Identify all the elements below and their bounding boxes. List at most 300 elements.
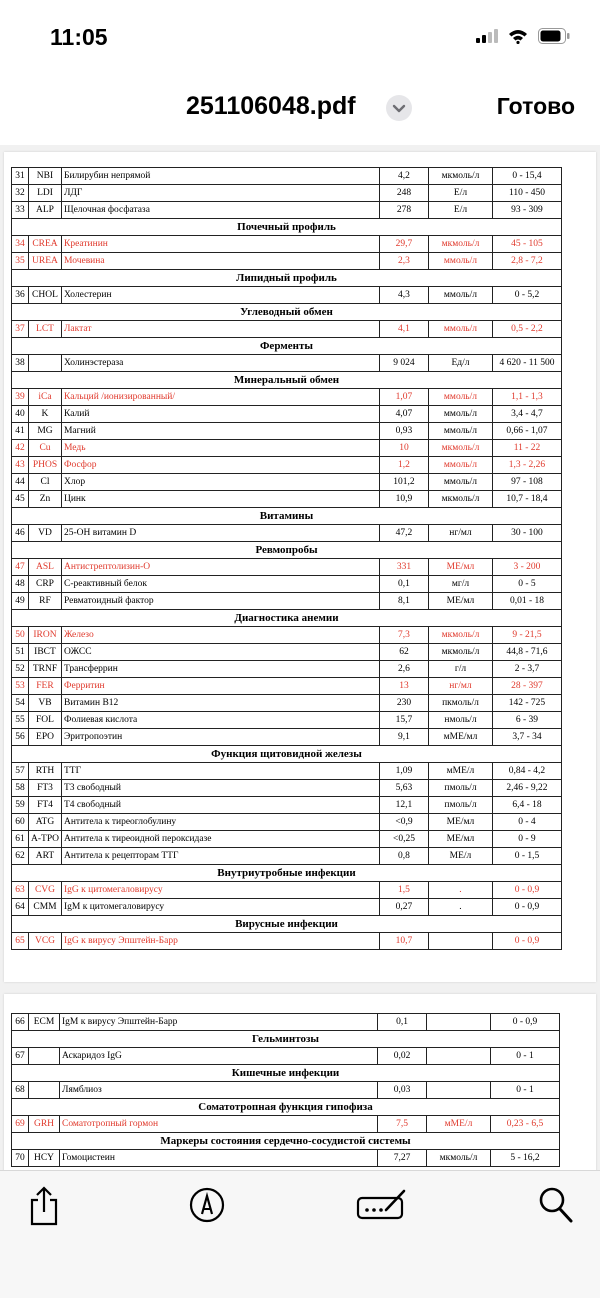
row-number: 54 (12, 695, 29, 712)
pdf-viewer[interactable] (0, 145, 600, 1170)
test-name: IgG к цитомегаловирусу (61, 882, 379, 899)
result-unit: нг/мл (428, 678, 492, 695)
pdf-page-2 (4, 994, 596, 1170)
test-name: Холестерин (61, 287, 379, 304)
battery-icon (538, 28, 570, 44)
result-unit: ммоль/л (428, 287, 492, 304)
reference-range: 0 - 5 (492, 576, 561, 593)
section-header-row (12, 542, 562, 559)
result-value: 29,7 (379, 236, 428, 253)
table-row (12, 712, 562, 729)
table-row (12, 1116, 560, 1133)
table-row (12, 593, 562, 610)
reference-range: 2,8 - 7,2 (492, 253, 561, 270)
section-header: Диагностика анемии (12, 610, 562, 627)
result-unit: пмоль/л (428, 797, 492, 814)
result-unit: ммоль/л (428, 321, 492, 338)
test-name: Антистрептолизин-О (61, 559, 379, 576)
search-button[interactable] (538, 1186, 574, 1229)
result-value: 10 (379, 440, 428, 457)
test-name: Цинк (61, 491, 379, 508)
table-row (12, 814, 562, 831)
test-name: Билирубин непрямой (61, 168, 379, 185)
row-number: 60 (12, 814, 29, 831)
section-header: Внутриутробные инфекции (12, 865, 562, 882)
test-name: Аскаридоз IgG (60, 1048, 378, 1065)
result-unit: Е/л (428, 202, 492, 219)
result-unit: . (428, 882, 492, 899)
table-row (12, 763, 562, 780)
reference-range: 30 - 100 (492, 525, 561, 542)
bottom-toolbar (0, 1170, 600, 1298)
reference-range: 2,46 - 9,22 (492, 780, 561, 797)
result-unit: . (428, 899, 492, 916)
section-header-row (12, 1031, 560, 1048)
result-unit: мМЕ/л (428, 763, 492, 780)
result-value: 9,1 (379, 729, 428, 746)
result-unit: г/л (428, 661, 492, 678)
row-number: 52 (12, 661, 29, 678)
test-code: PHOS (29, 457, 62, 474)
reference-range: 44,8 - 71,6 (492, 644, 561, 661)
table-row (12, 1150, 560, 1167)
title-menu-button[interactable] (386, 95, 412, 121)
table-row (12, 202, 562, 219)
result-value: 12,1 (379, 797, 428, 814)
result-unit: мкмоль/л (428, 644, 492, 661)
result-value: 278 (379, 202, 428, 219)
reference-range: 0,66 - 1,07 (492, 423, 561, 440)
reference-range: 110 - 450 (492, 185, 561, 202)
table-row (12, 678, 562, 695)
test-name: Антитела к тиреоглобулину (61, 814, 379, 831)
row-number: 35 (12, 253, 29, 270)
test-name: Гомоцистеин (60, 1150, 378, 1167)
table-row (12, 1048, 560, 1065)
reference-range: 0 - 0,9 (492, 899, 561, 916)
row-number: 64 (12, 899, 29, 916)
test-name: Холинэстераза (61, 355, 379, 372)
result-value: 0,8 (379, 848, 428, 865)
table-row (12, 474, 562, 491)
test-code: CREA (29, 236, 62, 253)
row-number: 38 (12, 355, 29, 372)
reference-range: 1,3 - 2,26 (492, 457, 561, 474)
result-value: 230 (379, 695, 428, 712)
pdf-page-1 (4, 152, 596, 982)
result-value: 0,93 (379, 423, 428, 440)
test-code: Zn (29, 491, 62, 508)
test-code: CRP (29, 576, 62, 593)
result-value: 1,07 (379, 389, 428, 406)
reference-range: 0,23 - 6,5 (491, 1116, 560, 1133)
test-code (29, 355, 62, 372)
markup-button[interactable] (189, 1187, 225, 1228)
table-row (12, 644, 562, 661)
result-unit: мкмоль/л (428, 491, 492, 508)
test-name: Лактат (61, 321, 379, 338)
result-unit: мкмоль/л (428, 627, 492, 644)
section-header: Витамины (12, 508, 562, 525)
test-name: Мочевина (61, 253, 379, 270)
table-row (12, 797, 562, 814)
test-name: Трансферрин (61, 661, 379, 678)
wifi-icon (508, 29, 528, 44)
row-number: 43 (12, 457, 29, 474)
section-header: Углеводный обмен (12, 304, 562, 321)
test-code: Cl (29, 474, 62, 491)
reference-range: 10,7 - 18,4 (492, 491, 561, 508)
test-code: NBI (29, 168, 62, 185)
test-name: ТТГ (61, 763, 379, 780)
test-name: Магний (61, 423, 379, 440)
table-row (12, 780, 562, 797)
table-row (12, 729, 562, 746)
reference-range: 0 - 0,9 (491, 1014, 560, 1031)
test-name: Т3 свободный (61, 780, 379, 797)
section-header-row (12, 372, 562, 389)
test-code: CHOL (29, 287, 62, 304)
result-value: 101,2 (379, 474, 428, 491)
test-code: K (29, 406, 62, 423)
table-row (12, 1082, 560, 1099)
result-unit: ммоль/л (428, 406, 492, 423)
table-row (12, 831, 562, 848)
reference-range: 4 620 - 11 500 (492, 355, 561, 372)
test-code: ART (29, 848, 62, 865)
test-code: CMM (29, 899, 62, 916)
test-name: Эритропоэтин (61, 729, 379, 746)
row-number: 70 (12, 1150, 29, 1167)
result-value: 331 (379, 559, 428, 576)
row-number: 58 (12, 780, 29, 797)
result-value: 15,7 (379, 712, 428, 729)
test-code: FT3 (29, 780, 62, 797)
section-header: Ревмопробы (12, 542, 562, 559)
test-name: С-реактивный белок (61, 576, 379, 593)
table-row (12, 848, 562, 865)
test-name: Медь (61, 440, 379, 457)
row-number: 32 (12, 185, 29, 202)
section-header-row (12, 916, 562, 933)
result-value: 7,3 (379, 627, 428, 644)
table-row (12, 321, 562, 338)
result-unit: ммоль/л (428, 474, 492, 491)
section-header: Минеральный обмен (12, 372, 562, 389)
table-row (12, 236, 562, 253)
test-code: ASL (29, 559, 62, 576)
reference-range: 2 - 3,7 (492, 661, 561, 678)
reference-range: 0,84 - 4,2 (492, 763, 561, 780)
test-name: 25-OH витамин D (61, 525, 379, 542)
section-header: Соматотропная функция гипофиза (12, 1099, 560, 1116)
result-unit: ммоль/л (428, 389, 492, 406)
table-row (12, 406, 562, 423)
test-code: EPO (29, 729, 62, 746)
result-value: 1,2 (379, 457, 428, 474)
table-row (12, 355, 562, 372)
section-header-row (12, 865, 562, 882)
result-value: 0,1 (379, 576, 428, 593)
row-number: 62 (12, 848, 29, 865)
row-number: 37 (12, 321, 29, 338)
test-code: TRNF (29, 661, 62, 678)
result-value: 13 (379, 678, 428, 695)
row-number: 67 (12, 1048, 29, 1065)
row-number: 56 (12, 729, 29, 746)
row-number: 39 (12, 389, 29, 406)
test-code: LDI (29, 185, 62, 202)
result-value: 1,5 (379, 882, 428, 899)
result-unit: мкмоль/л (428, 236, 492, 253)
test-code: A-TPO (29, 831, 62, 848)
reference-range: 11 - 22 (492, 440, 561, 457)
row-number: 57 (12, 763, 29, 780)
table-row (12, 882, 562, 899)
row-number: 36 (12, 287, 29, 304)
table-row (12, 899, 562, 916)
test-code: IBCT (29, 644, 62, 661)
status-bar (0, 0, 600, 80)
reference-range: 0 - 1,5 (492, 848, 561, 865)
row-number: 40 (12, 406, 29, 423)
test-code: RF (29, 593, 62, 610)
section-header-row (12, 746, 562, 763)
reference-range: 28 - 397 (492, 678, 561, 695)
test-name: Щелочная фосфатаза (61, 202, 379, 219)
result-unit (427, 1014, 491, 1031)
result-value: 0,27 (379, 899, 428, 916)
row-number: 34 (12, 236, 29, 253)
table-row (12, 661, 562, 678)
table-row (12, 423, 562, 440)
test-code: HCY (29, 1150, 60, 1167)
row-number: 66 (12, 1014, 29, 1031)
result-unit: МЕ/мл (428, 831, 492, 848)
section-header-row (12, 338, 562, 355)
result-unit: мМЕ/мл (428, 729, 492, 746)
result-unit: нмоль/л (428, 712, 492, 729)
test-code: iCa (29, 389, 62, 406)
section-header: Ферменты (12, 338, 562, 355)
cellular-signal-icon (476, 29, 498, 43)
result-unit: ммоль/л (428, 423, 492, 440)
result-unit: МЕ/мл (428, 814, 492, 831)
table-row (12, 389, 562, 406)
test-name: Соматотропный гормон (60, 1116, 378, 1133)
section-header: Почечный профиль (12, 219, 562, 236)
row-number: 49 (12, 593, 29, 610)
test-code: VD (29, 525, 62, 542)
table-row (12, 627, 562, 644)
table-row (12, 168, 562, 185)
test-name: Витамин B12 (61, 695, 379, 712)
section-header: Функция щитовидной железы (12, 746, 562, 763)
result-unit: нг/мл (428, 525, 492, 542)
result-value: 2,6 (379, 661, 428, 678)
result-value: 9 024 (379, 355, 428, 372)
table-row (12, 491, 562, 508)
lab-results-table-continued (11, 1013, 560, 1167)
reference-range: 0 - 0,9 (492, 882, 561, 899)
reference-range: 0 - 4 (492, 814, 561, 831)
test-code: VCG (29, 933, 62, 950)
result-unit: мкмоль/л (427, 1150, 491, 1167)
result-unit: ммоль/л (428, 253, 492, 270)
test-name: Ферритин (61, 678, 379, 695)
result-value: 4,1 (379, 321, 428, 338)
markup-pen-icon (189, 1187, 225, 1223)
status-time: 11:05 (50, 24, 108, 50)
document-title[interactable]: 251106048.pdf (186, 92, 356, 120)
test-name: ЛДГ (61, 185, 379, 202)
signature-button[interactable] (356, 1188, 408, 1227)
result-unit: ммоль/л (428, 457, 492, 474)
reference-range: 0,01 - 18 (492, 593, 561, 610)
reference-range: 93 - 309 (492, 202, 561, 219)
reference-range: 3,7 - 34 (492, 729, 561, 746)
test-name: Железо (61, 627, 379, 644)
test-code: ALP (29, 202, 62, 219)
reference-range: 0,5 - 2,2 (492, 321, 561, 338)
test-code: FT4 (29, 797, 62, 814)
test-code: GRH (29, 1116, 60, 1133)
section-header-row (12, 610, 562, 627)
table-row (12, 576, 562, 593)
result-value: 7,27 (378, 1150, 427, 1167)
result-value: 10,7 (379, 933, 428, 950)
share-button[interactable] (28, 1186, 60, 1231)
row-number: 53 (12, 678, 29, 695)
reference-range: 0 - 15,4 (492, 168, 561, 185)
row-number: 50 (12, 627, 29, 644)
test-name: Антитела к рецепторам ТТГ (61, 848, 379, 865)
test-code: RTH (29, 763, 62, 780)
result-value: 4,3 (379, 287, 428, 304)
result-value: 0,1 (378, 1014, 427, 1031)
table-row (12, 525, 562, 542)
table-row (12, 185, 562, 202)
table-row (12, 1014, 560, 1031)
reference-range: 0 - 0,9 (492, 933, 561, 950)
table-row (12, 559, 562, 576)
table-row (12, 440, 562, 457)
result-unit: пмоль/л (428, 780, 492, 797)
result-value: 0,03 (378, 1082, 427, 1099)
row-number: 55 (12, 712, 29, 729)
row-number: 44 (12, 474, 29, 491)
result-unit (427, 1082, 491, 1099)
table-row (12, 933, 562, 950)
result-unit: мг/л (428, 576, 492, 593)
test-name: Креатинин (61, 236, 379, 253)
result-unit: пкмоль/л (428, 695, 492, 712)
row-number: 46 (12, 525, 29, 542)
test-code: FOL (29, 712, 62, 729)
test-name: Антитела к тиреоидной пероксидазе (61, 831, 379, 848)
row-number: 41 (12, 423, 29, 440)
table-row (12, 287, 562, 304)
chevron-down-icon (386, 95, 412, 121)
table-row (12, 695, 562, 712)
section-header: Маркеры состояния сердечно-сосудистой системы (12, 1133, 560, 1150)
result-value: 47,2 (379, 525, 428, 542)
reference-range: 3,4 - 4,7 (492, 406, 561, 423)
row-number: 65 (12, 933, 29, 950)
test-name: Калий (61, 406, 379, 423)
result-value: 4,2 (379, 168, 428, 185)
test-name: Ревматоидный фактор (61, 593, 379, 610)
test-name: Т4 свободный (61, 797, 379, 814)
row-number: 68 (12, 1082, 29, 1099)
table-row (12, 253, 562, 270)
test-code: ATG (29, 814, 62, 831)
result-value: 2,3 (379, 253, 428, 270)
test-code: VB (29, 695, 62, 712)
result-value: 8,1 (379, 593, 428, 610)
result-value: 1,09 (379, 763, 428, 780)
reference-range: 0 - 9 (492, 831, 561, 848)
row-number: 48 (12, 576, 29, 593)
section-header: Гельминтозы (12, 1031, 560, 1048)
reference-range: 0 - 1 (491, 1048, 560, 1065)
test-code (29, 1048, 60, 1065)
signature-icon (356, 1188, 408, 1222)
result-value: 62 (379, 644, 428, 661)
test-name: Хлор (61, 474, 379, 491)
section-header: Липидный профиль (12, 270, 562, 287)
section-header-row (12, 304, 562, 321)
reference-range: 0 - 1 (491, 1082, 560, 1099)
section-header-row (12, 1133, 560, 1150)
test-code (29, 1082, 60, 1099)
test-code: UREA (29, 253, 62, 270)
test-name: IgM к цитомегаловирусу (61, 899, 379, 916)
section-header: Кишечные инфекции (12, 1065, 560, 1082)
row-number: 51 (12, 644, 29, 661)
section-header-row (12, 1099, 560, 1116)
test-code: ECM (29, 1014, 60, 1031)
result-unit: МЕ/л (428, 848, 492, 865)
row-number: 47 (12, 559, 29, 576)
test-code: FER (29, 678, 62, 695)
row-number: 61 (12, 831, 29, 848)
reference-range: 6 - 39 (492, 712, 561, 729)
done-button[interactable]: Готово (496, 93, 575, 119)
result-value: 0,02 (378, 1048, 427, 1065)
reference-range: 6,4 - 18 (492, 797, 561, 814)
test-name: Фолиевая кислота (61, 712, 379, 729)
row-number: 33 (12, 202, 29, 219)
result-value: 5,63 (379, 780, 428, 797)
reference-range: 142 - 725 (492, 695, 561, 712)
table-row (12, 457, 562, 474)
section-header-row (12, 270, 562, 287)
result-unit: Ед/л (428, 355, 492, 372)
reference-range: 5 - 16,2 (491, 1150, 560, 1167)
test-code: CVG (29, 882, 62, 899)
section-header-row (12, 508, 562, 525)
reference-range: 45 - 105 (492, 236, 561, 253)
section-header-row (12, 1065, 560, 1082)
row-number: 45 (12, 491, 29, 508)
result-value: <0,9 (379, 814, 428, 831)
result-unit: мкмоль/л (428, 440, 492, 457)
reference-range: 97 - 108 (492, 474, 561, 491)
test-name: IgG к вирусу Эпштейн-Барр (61, 933, 379, 950)
result-unit: МЕ/мл (428, 559, 492, 576)
section-header-row (12, 219, 562, 236)
